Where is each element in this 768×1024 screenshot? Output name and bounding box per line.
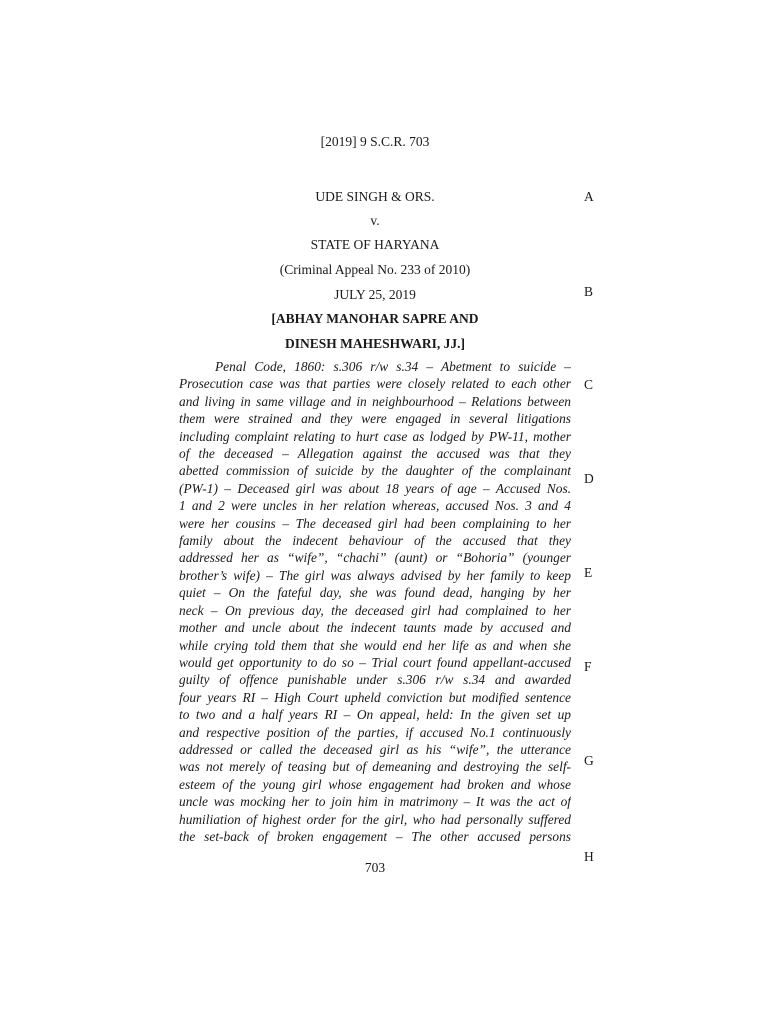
headnote-line: was not merely of teasing but of demeaning and destroying the self- — [179, 759, 571, 775]
margin-letter-b: B — [584, 284, 594, 299]
headnote-line: them were strained and they were engaged in several litigations — [179, 411, 571, 427]
headnote-line: brother’s wife) – The girl was always advised by her family to keep — [179, 567, 571, 583]
headnote-line: 1 and 2 were uncles in her relation whereas, accused Nos. 3 and 4 — [179, 498, 571, 514]
headnote-line: mother and uncle about the indecent taunts made by accused and — [179, 620, 571, 636]
headnote-line: abetted commission of suicide by the daughter of the complainant — [179, 463, 571, 479]
headnote-line: were her cousins – The deceased girl had been complaining to her — [179, 515, 571, 531]
headnote-line: of the deceased – Allegation against the accused was that they — [179, 446, 571, 462]
headnote-line: and living in same village and in neighbourhood – Relations between — [179, 393, 571, 409]
headnote-line: quiet – On the fateful day, she was found dead, hanging by her — [179, 585, 571, 601]
headnote-line: Prosecution case was that parties were closely related to each other — [179, 376, 571, 392]
bench-line-2: DINESH MAHESHWARI, JJ.] — [284, 336, 466, 351]
headnote-line: including complaint relating to hurt case as lodged by PW-11, mother — [179, 428, 571, 444]
respondent-name: STATE OF HARYANA — [310, 237, 440, 252]
headnote-line: neck – On previous day, the deceased girl had complained to her — [179, 602, 571, 618]
headnote-line: (PW-1) – Deceased girl was about 18 years of age – Accused Nos. — [179, 480, 571, 496]
headnote-line: family about the indecent behaviour of the accused that they — [179, 533, 571, 549]
headnote-line: uncle was mocking her to join him in matrimony – It was the act of — [179, 794, 571, 810]
appeal-number: (Criminal Appeal No. 233 of 2010) — [279, 262, 471, 277]
headnote-line: and respective position of the parties, if accused No.1 continuously — [179, 724, 571, 740]
margin-letter-h: H — [584, 849, 594, 864]
headnote-line: to two and a half years RI – On appeal, held: In the given set up — [179, 707, 571, 723]
headnote-line: Penal Code, 1860: s.306 r/w s.34 – Abetment to suicide – — [215, 359, 571, 374]
headnote-line: the set-back of broken engagement – The other accused persons — [179, 828, 571, 844]
margin-letter-f: F — [584, 659, 592, 674]
margin-letter-c: C — [584, 377, 594, 392]
judgment-date: JULY 25, 2019 — [334, 287, 416, 302]
headnote-paragraph — [179, 358, 571, 845]
margin-letter-g: G — [584, 753, 594, 768]
headnote-line: addressed her as “wife”, “chachi” (aunt) or “Bohoria” (younger — [179, 550, 571, 566]
versus-label: v. — [370, 213, 380, 228]
headnote-line: while crying told them that she would end her life as and when she — [179, 637, 571, 653]
margin-letter-e: E — [584, 565, 593, 580]
report-citation: [2019] 9 S.C.R. 703 — [320, 134, 430, 149]
appellant-name: UDE SINGH & ORS. — [315, 189, 435, 204]
headnote-line: addressed or called the deceased girl as his “wife”, the utterance — [179, 741, 571, 757]
margin-letter-a: A — [584, 189, 594, 204]
headnote-line: esteem of the young girl whose engagement had broken and whose — [179, 776, 571, 792]
headnote-line: humiliation of highest order for the girl, who had personally suffered — [179, 811, 571, 827]
headnote-line: four years RI – High Court upheld conviction but modified sentence — [179, 689, 571, 705]
page-number: 703 — [364, 860, 386, 875]
bench-line-1: [ABHAY MANOHAR SAPRE AND — [271, 311, 479, 326]
headnote-line: would get opportunity to do so – Trial court found appellant-accused — [179, 654, 571, 670]
margin-letter-d: D — [584, 471, 594, 486]
headnote-line: guilty of offence punishable under s.306 r/w s.34 and awarded — [179, 672, 571, 688]
